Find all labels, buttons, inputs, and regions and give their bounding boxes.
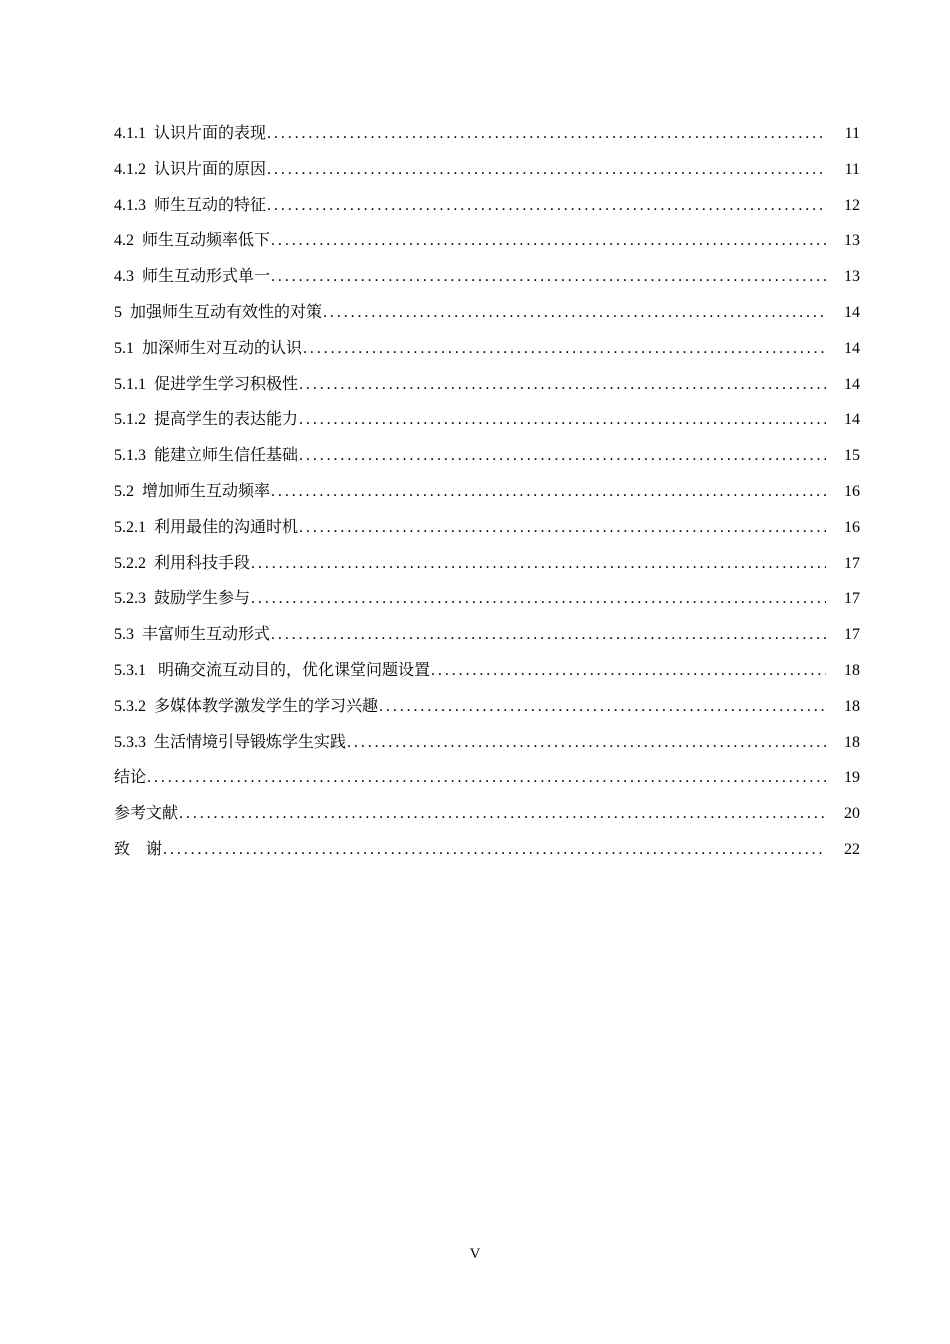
dot-leader [147, 760, 826, 796]
toc-entry-title: 结论 [114, 769, 147, 787]
toc-entry-page: 16 [844, 518, 860, 536]
toc-entry-page: 14 [844, 339, 860, 357]
toc-entry-page: 22 [844, 840, 860, 858]
toc-entry[interactable] [114, 653, 860, 689]
dot-leader [271, 474, 826, 510]
dot-leader [251, 581, 826, 617]
toc-entry[interactable] [114, 510, 860, 546]
dot-leader [267, 188, 826, 224]
toc-entry-title: 5.1.1 促进学生学习积极性 [114, 375, 299, 393]
toc-entry-title: 5 加强师生互动有效性的对策 [114, 303, 323, 321]
toc-entry-title: 4.1.3 师生互动的特征 [114, 196, 267, 214]
toc-entry-page: 17 [844, 626, 860, 644]
toc-entry[interactable] [114, 474, 860, 510]
toc-entry-page: 18 [844, 733, 860, 751]
toc-entry[interactable] [114, 796, 860, 832]
toc-entry-title: 5.1 加深师生对互动的认识 [114, 339, 303, 357]
toc-entry-page: 11 [844, 160, 860, 178]
toc-entry[interactable] [114, 152, 860, 188]
dot-leader [271, 223, 826, 259]
toc-entry[interactable] [114, 438, 860, 474]
toc-entry-title: 参考文献 [114, 805, 179, 823]
toc-entry[interactable] [114, 725, 860, 761]
toc-entry-title: 4.1.2 认识片面的原因 [114, 160, 267, 178]
toc-entry[interactable] [114, 832, 860, 868]
toc-entry-title: 5.3.2 多媒体教学激发学生的学习兴趣 [114, 697, 379, 715]
toc-entry[interactable] [114, 116, 860, 152]
toc-entry[interactable] [114, 259, 860, 295]
dot-leader [267, 116, 826, 152]
dot-leader [271, 617, 826, 653]
dot-leader [431, 653, 826, 689]
toc-entry-page: 14 [844, 375, 860, 393]
toc-entry-title: 5.3 丰富师生互动形式 [114, 626, 271, 644]
toc-entry-title: 4.2 师生互动频率低下 [114, 232, 271, 250]
toc-entry-title: 4.3 师生互动形式单一 [114, 268, 271, 286]
toc-entry-title: 5.2.3 鼓励学生参与 [114, 590, 251, 608]
toc-entry-title: 5.1.2 提高学生的表达能力 [114, 411, 299, 429]
dot-leader [163, 832, 826, 868]
toc-entry[interactable] [114, 402, 860, 438]
toc-entry-page: 12 [844, 196, 860, 214]
toc-entry-title: 5.1.3 能建立师生信任基础 [114, 447, 299, 465]
toc-entry-page: 14 [844, 303, 860, 321]
toc-entry[interactable] [114, 581, 860, 617]
toc-entry-page: 18 [844, 697, 860, 715]
toc-entry-title: 5.2.1 利用最佳的沟通时机 [114, 518, 299, 536]
toc-entry-title: 5.2.2 利用科技手段 [114, 554, 251, 572]
toc-entry-page: 11 [844, 125, 860, 142]
toc-entry-page: 20 [844, 805, 860, 823]
toc-entry[interactable] [114, 617, 860, 653]
toc-entry[interactable] [114, 760, 860, 796]
toc-entry-page: 14 [844, 411, 860, 429]
toc-entry-title: 致 谢 [114, 840, 163, 858]
toc-entry-title: 5.3.1 明确交流互动目的，优化课堂问题设置 [114, 661, 431, 679]
toc-entry[interactable] [114, 295, 860, 331]
dot-leader [347, 725, 826, 761]
toc-entry-page: 17 [844, 554, 860, 572]
dot-leader [303, 331, 826, 367]
dot-leader [299, 438, 826, 474]
toc-entry-page: 17 [844, 590, 860, 608]
dot-leader [179, 796, 826, 832]
toc-entry-page: 16 [844, 482, 860, 500]
page-number: V [469, 1246, 481, 1262]
toc-entry-title: 5.2 增加师生互动频率 [114, 482, 271, 500]
dot-leader [299, 402, 826, 438]
toc-entry[interactable] [114, 689, 860, 725]
toc-entry[interactable] [114, 331, 860, 367]
toc-entry[interactable] [114, 188, 860, 224]
dot-leader [323, 295, 826, 331]
toc-entry[interactable] [114, 367, 860, 403]
toc-entry[interactable] [114, 223, 860, 259]
dot-leader [379, 689, 826, 725]
toc-entry-page: 15 [844, 447, 860, 465]
dot-leader [299, 510, 826, 546]
toc-entry-page: 19 [844, 769, 860, 787]
table-of-contents [114, 116, 860, 868]
toc-entry-page: 13 [844, 268, 860, 286]
dot-leader [267, 152, 826, 188]
toc-entry-page: 13 [844, 232, 860, 250]
toc-entry-title: 4.1.1 认识片面的表现 [114, 125, 267, 142]
toc-entry-page: 18 [844, 661, 860, 679]
toc-entry[interactable] [114, 546, 860, 582]
dot-leader [251, 546, 826, 582]
toc-entry-title: 5.3.3 生活情境引导锻炼学生实践 [114, 733, 347, 751]
dot-leader [299, 367, 826, 403]
dot-leader [271, 259, 826, 295]
